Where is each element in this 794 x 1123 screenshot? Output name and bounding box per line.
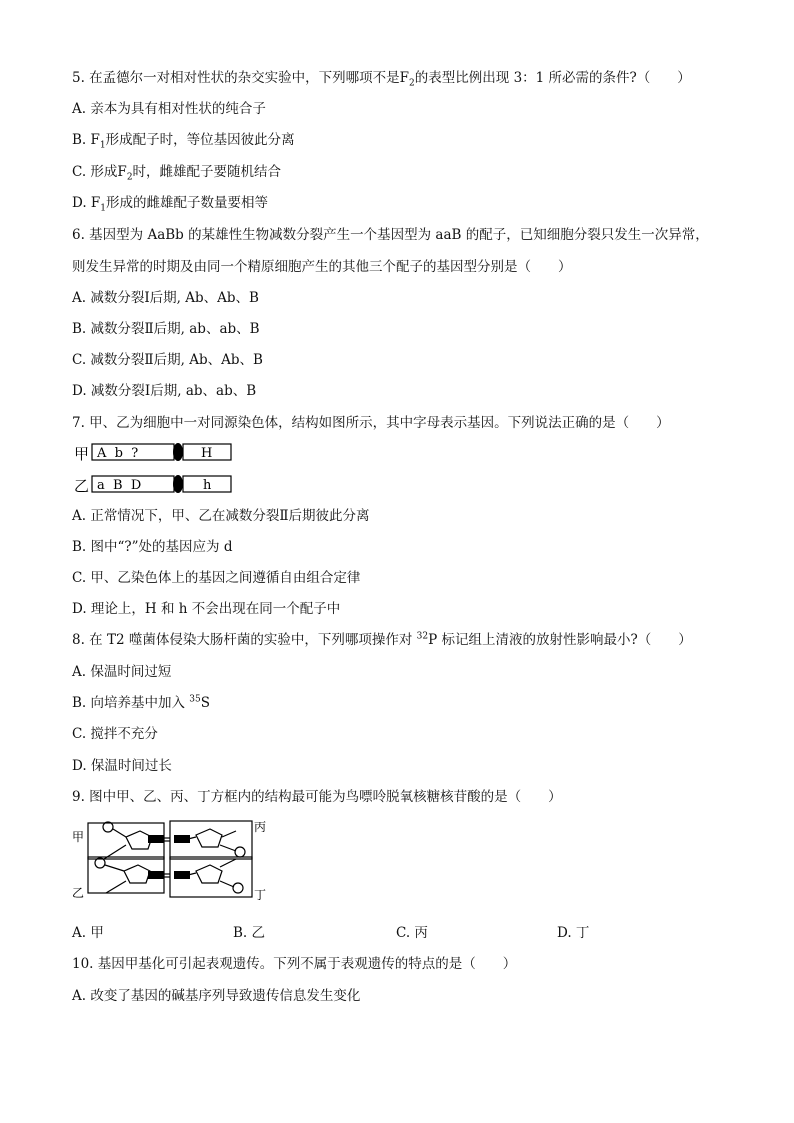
q8-option-d: D. 保温时间过长 (72, 758, 172, 774)
chromosome-jia-genes: A b ? (97, 446, 139, 461)
q7-stem: 7. 甲、乙为细胞中一对同源染色体，结构如图所示，其中字母表示基因。下列说法正确的是（ ） (72, 415, 670, 431)
q8-stem: 8. 在 T2 噬菌体侵染大肠杆菌的实验中，下列哪项操作对 $^{32}$P 标记组上清液的放射性影响最小?（ ） (72, 631, 692, 648)
chromosome-jia-right-gene: H (201, 446, 213, 461)
chromosome-yi-right-gene: h (203, 478, 212, 493)
q7-option-c: C. 甲、乙染色体上的基因之间遵循自由组合定律 (72, 570, 361, 586)
q7-option-a: A. 正常情况下，甲、乙在减数分裂Ⅱ后期彼此分离 (72, 508, 370, 524)
q9-option-c: C. 丙 (396, 925, 428, 941)
chromosome-yi-label: 乙 (74, 477, 90, 495)
q10-stem: 10. 基因甲基化可引起表观遗传。下列不属于表观遗传的特点的是（ ） (72, 956, 517, 972)
box-label-bing: 丙 (254, 820, 267, 834)
q6-option-a: A. 减数分裂Ⅰ后期, Ab、Ab、B (72, 290, 259, 306)
q8-option-a: A. 保温时间过短 (72, 664, 172, 680)
q7-option-b: B. 图中“?”处的基因应为 d (72, 539, 233, 555)
chromosome-figure (72, 438, 242, 496)
q5-option-a: A. 亲本为具有相对性状的纯合子 (72, 101, 266, 117)
q6-option-c: C. 减数分裂Ⅱ后期, Ab、Ab、B (72, 352, 263, 368)
q9-option-d: D. 丁 (557, 925, 590, 941)
q6-stem-line1: 6. 基因型为 AaBb 的某雄性生物减数分裂产生一个基因型为 aaB 的配子，已知细胞分裂只发生一次异常， (72, 227, 709, 243)
chromosome-yi-genes: a B D (97, 478, 142, 493)
q10-option-a: A. 改变了基因的碱基序列导致遗传信息发生变化 (72, 988, 361, 1004)
box-label-yi: 乙 (72, 886, 85, 900)
q5-option-d: D. $F_1$形成的雌雄配子数量要相等 (72, 195, 269, 214)
q8-option-c: C. 搅拌不充分 (72, 726, 158, 742)
centromere-yi (173, 475, 183, 493)
box-label-jia: 甲 (72, 830, 85, 844)
q9-option-a: A. 甲 (72, 925, 104, 941)
centromere-jia (173, 443, 183, 461)
q6-stem-line2: 则发生异常的时期及由同一个精原细胞产生的其他三个配子的基因型分别是（ ） (72, 259, 572, 275)
q8-option-b: B. 向培养基中加入 $^{35}$S (72, 694, 210, 711)
q6-option-b: B. 减数分裂Ⅱ后期, ab、ab、B (72, 321, 260, 337)
q5-option-b: B. $F_1$形成配子时，等位基因彼此分离 (72, 132, 295, 151)
q7-option-d: D. 理论上，H 和 h 不会出现在同一个配子中 (72, 601, 341, 617)
chromosome-jia-label: 甲 (74, 445, 90, 463)
box-label-ding: 丁 (254, 888, 267, 902)
q9-option-b: B. 乙 (233, 925, 266, 941)
dna-nucleotide-figure (70, 815, 280, 905)
q9-stem: 9. 图中甲、乙、丙、丁方框内的结构最可能为鸟嘌呤脱氧核糖核苷酸的是（ ） (72, 789, 562, 805)
q6-option-d: D. 减数分裂Ⅰ后期, ab、ab、B (72, 383, 257, 399)
q5-stem: 5. 在孟德尔一对相对性状的杂交实验中，下列哪项不是$F_2$的表型比例出现 3：1 所必需的条件?（ ） (72, 70, 691, 89)
q5-option-c: C. 形成$F_2$时，雌雄配子要随机结合 (72, 164, 282, 183)
